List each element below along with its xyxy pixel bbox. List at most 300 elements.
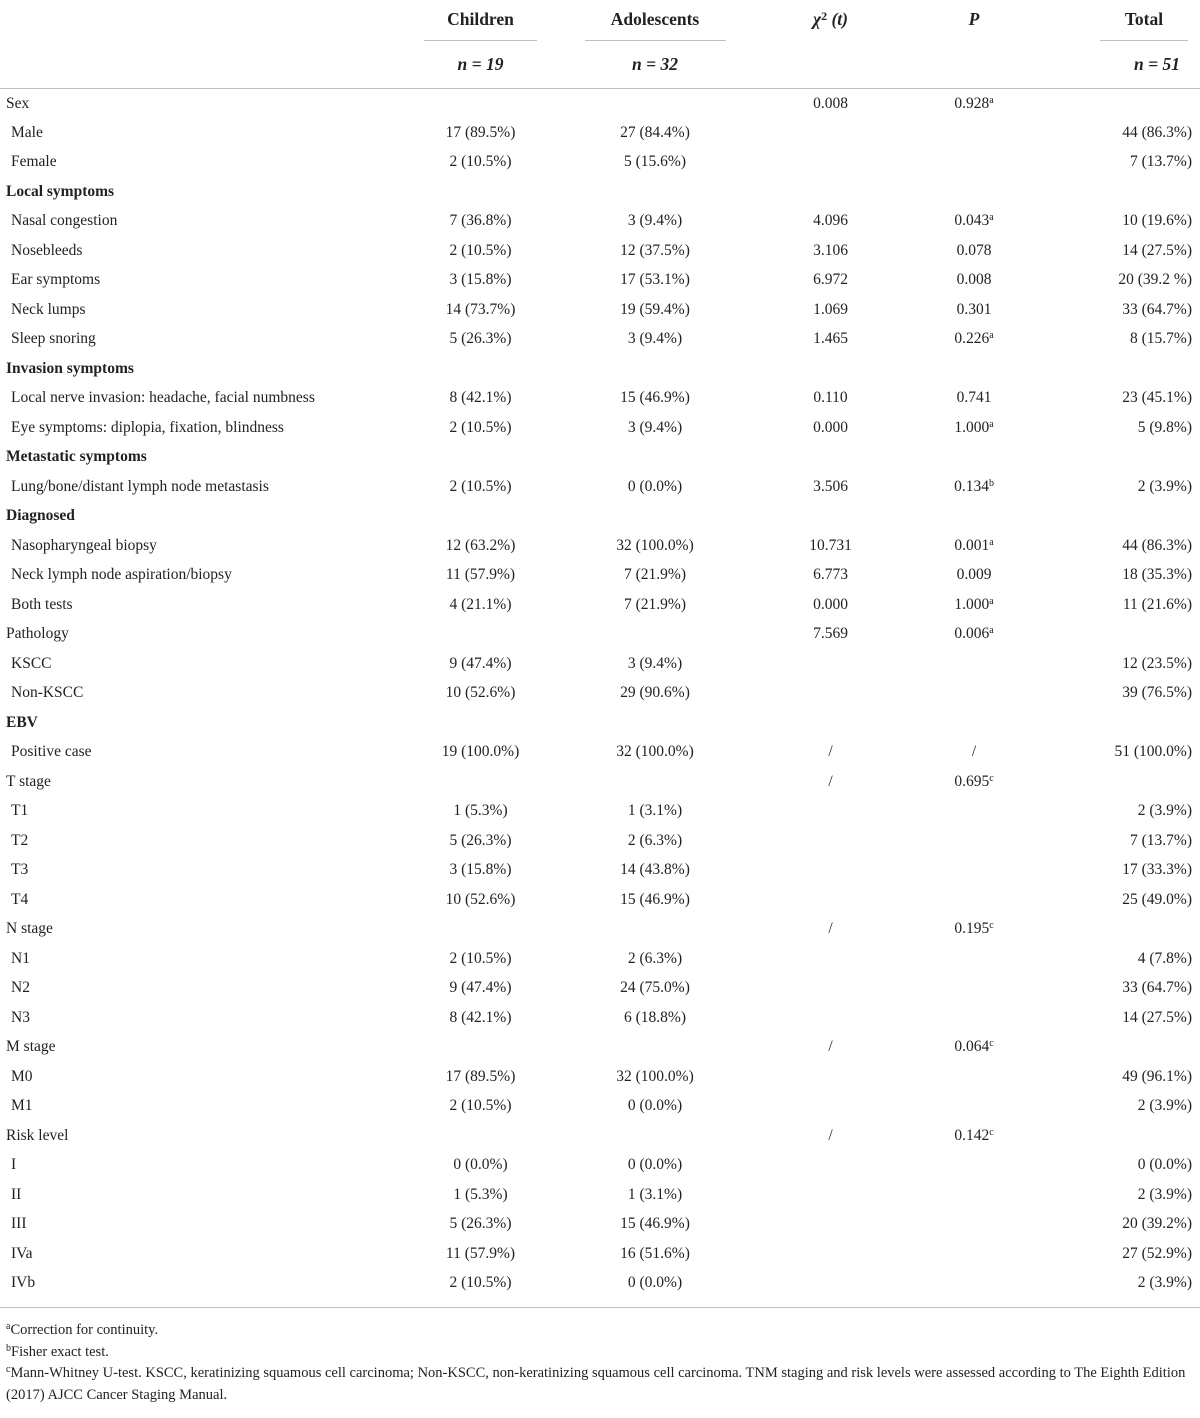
- cell-p-value: [912, 1151, 1036, 1181]
- table-row: [0, 1210, 1200, 1240]
- cell-total: 20 (39.2%): [1122, 1215, 1192, 1233]
- cell-children: 11 (57.9%): [445, 566, 516, 584]
- p-footnote-mark: a: [989, 330, 994, 342]
- cell-p-value: [912, 708, 1036, 738]
- cell-p-value: 0.134$^b$: [954, 477, 994, 495]
- cell-total: 20 (39.2 %): [1118, 271, 1192, 289]
- table-row: [0, 974, 1200, 1004]
- cell-adolescents: 15 (46.9%): [620, 389, 690, 407]
- cell-p-value: 0.928$^a$: [954, 94, 994, 112]
- cell-adolescents: 6 (18.8%): [624, 1008, 686, 1026]
- cell-children: 12 (63.2%): [445, 536, 516, 554]
- cell-p-value: /: [971, 743, 977, 761]
- cell-adolescents: 3 (9.4%): [627, 654, 683, 672]
- cell-chi-square: [749, 1003, 912, 1033]
- row-label: III: [11, 1215, 27, 1233]
- cell-p-value: [912, 1239, 1036, 1269]
- cell-adolescents: 14 (43.8%): [620, 861, 690, 879]
- row-label: Lung/bone/distant lymph node metastasis: [11, 477, 269, 495]
- cell-total: 2 (3.9%): [1137, 1274, 1192, 1292]
- table-row: [0, 590, 1200, 620]
- footnote: $^c$Mann-Whitney U-test. KSCC, keratinizing squamous cell carcinoma; Non-KSCC, non-keratinizing squamous cell carcinoma. TNM staging and risk levels were assessed according to The Eighth Edition (2017) AJCC Cancer Staging Manual.: [6, 1364, 1186, 1403]
- cell-chi-square: 3.106: [813, 241, 848, 259]
- cell-chi-square: [749, 148, 912, 178]
- row-label: T stage: [6, 772, 51, 790]
- cell-children: 9 (47.4%): [449, 979, 512, 997]
- row-label: T2: [11, 831, 29, 849]
- cell-total: 25 (49.0%): [1122, 890, 1192, 908]
- table-row: [0, 826, 1200, 856]
- cell-children: 5 (26.3%): [449, 831, 512, 849]
- cell-total: 2 (3.9%): [1137, 802, 1192, 820]
- cell-children: [400, 354, 561, 384]
- cell-adolescents: 3 (9.4%): [627, 330, 683, 348]
- cell-total: 7 (13.7%): [1130, 153, 1192, 171]
- cell-chi-square: [749, 502, 912, 532]
- cell-children: [400, 708, 561, 738]
- cell-chi-square: [749, 885, 912, 915]
- table-row: [0, 89, 1200, 119]
- cell-chi-square: /: [828, 772, 833, 790]
- table-row: [0, 1239, 1200, 1269]
- p-footnote-mark: c: [989, 1126, 994, 1138]
- cell-adolescents: 24 (75.0%): [620, 979, 690, 997]
- cell-children: [400, 177, 561, 207]
- cell-p-value: 0.301: [956, 300, 992, 318]
- cell-total: 33 (64.7%): [1122, 979, 1192, 997]
- row-label: Nosebleeds: [11, 241, 83, 259]
- cell-children: 3 (15.8%): [449, 861, 512, 879]
- cell-total: 27 (52.9%): [1122, 1244, 1192, 1262]
- cell-total: [1036, 502, 1200, 532]
- cell-p-value: [912, 1062, 1036, 1092]
- table-row: [0, 325, 1200, 355]
- table-row: [0, 561, 1200, 591]
- cell-children: [400, 443, 561, 473]
- cell-p-value: [912, 649, 1036, 679]
- cell-chi-square: 0.008: [813, 94, 848, 112]
- cell-chi-square: 1.465: [813, 330, 848, 348]
- cell-total: 39 (76.5%): [1122, 684, 1192, 702]
- table-row: [0, 1269, 1200, 1299]
- cell-chi-square: [749, 443, 912, 473]
- p-footnote-mark: a: [989, 94, 994, 106]
- cell-chi-square: [749, 826, 912, 856]
- row-label: I: [11, 1156, 17, 1174]
- cell-total: 2 (3.9%): [1137, 477, 1192, 495]
- cell-children: 2 (10.5%): [449, 153, 512, 171]
- cell-p-value: [912, 1210, 1036, 1240]
- p-footnote-mark: a: [989, 212, 994, 224]
- table-row: [0, 1003, 1200, 1033]
- cell-total: [1036, 177, 1200, 207]
- cell-children: 5 (26.3%): [449, 330, 512, 348]
- cell-children: 17 (89.5%): [445, 123, 516, 141]
- cell-total: [1036, 1033, 1200, 1063]
- row-label: T1: [11, 802, 29, 820]
- table-row: [0, 1121, 1200, 1151]
- cell-chi-square: [749, 1239, 912, 1269]
- cell-p-value: [912, 797, 1036, 827]
- table-row: [0, 177, 1200, 207]
- cell-children: 3 (15.8%): [449, 271, 512, 289]
- table-row: [0, 767, 1200, 797]
- cell-adolescents: 1 (3.1%): [627, 802, 683, 820]
- cell-total: 23 (45.1%): [1122, 389, 1192, 407]
- n-adolescents: n = 32: [632, 54, 678, 74]
- row-label: Local nerve invasion: headache, facial numbness: [11, 389, 315, 407]
- cell-total: 14 (27.5%): [1122, 241, 1192, 259]
- cell-total: [1036, 767, 1200, 797]
- row-label: Pathology: [6, 625, 69, 643]
- cell-p-value: 0.741: [956, 389, 992, 407]
- cell-total: 5 (9.8%): [1137, 418, 1192, 436]
- cell-total: 44 (86.3%): [1122, 536, 1192, 554]
- table-row: [0, 531, 1200, 561]
- row-label: M stage: [6, 1038, 56, 1056]
- table-row: [0, 708, 1200, 738]
- cell-p-value: [912, 856, 1036, 886]
- cell-adolescents: 12 (37.5%): [620, 241, 690, 259]
- cell-children: [400, 620, 561, 650]
- n-total: n = 51: [1134, 54, 1180, 74]
- cell-chi-square: 6.773: [813, 566, 848, 584]
- table-row: [0, 738, 1200, 768]
- row-label: Both tests: [11, 595, 73, 613]
- cell-children: 2 (10.5%): [449, 418, 512, 436]
- cell-chi-square: /: [828, 1038, 833, 1056]
- cell-children: 1 (5.3%): [453, 1185, 508, 1203]
- table-row: [0, 649, 1200, 679]
- table-row: [0, 1092, 1200, 1122]
- row-label: M0: [11, 1067, 33, 1085]
- cell-chi-square: [749, 177, 912, 207]
- table-row: [0, 1033, 1200, 1063]
- cell-children: [400, 1033, 561, 1063]
- cell-adolescents: 5 (15.6%): [624, 153, 686, 171]
- cell-children: 0 (0.0%): [453, 1156, 508, 1174]
- cell-total: 2 (3.9%): [1137, 1097, 1192, 1115]
- table-row: [0, 885, 1200, 915]
- cell-children: 7 (36.8%): [449, 212, 512, 230]
- table-row: [0, 620, 1200, 650]
- row-label: Neck lumps: [11, 300, 86, 318]
- cell-children: 10 (52.6%): [445, 684, 516, 702]
- p-footnote-mark: a: [989, 595, 994, 607]
- cell-p-value: [912, 1180, 1036, 1210]
- cell-chi-square: 10.731: [809, 536, 852, 554]
- cell-chi-square: [749, 1092, 912, 1122]
- cell-total: 51 (100.0%): [1114, 743, 1192, 761]
- cell-chi-square: 6.972: [813, 271, 848, 289]
- cell-p-value: [912, 974, 1036, 1004]
- footnote: $^b$Fisher exact test.: [6, 1342, 109, 1360]
- row-label: IVb: [11, 1274, 36, 1292]
- table-row: [0, 502, 1200, 532]
- cell-adolescents: 16 (51.6%): [620, 1244, 690, 1262]
- cell-children: 8 (42.1%): [449, 389, 512, 407]
- cell-p-value: 0.142$^c$: [954, 1126, 994, 1144]
- table-row: [0, 236, 1200, 266]
- cell-adolescents: 29 (90.6%): [620, 684, 690, 702]
- cell-chi-square: 7.569: [813, 625, 848, 643]
- cell-p-value: [912, 1092, 1036, 1122]
- cell-adolescents: 15 (46.9%): [620, 890, 690, 908]
- cell-children: 1 (5.3%): [453, 802, 508, 820]
- cell-adolescents: 32 (100.0%): [616, 536, 694, 554]
- cell-chi-square: [749, 118, 912, 148]
- cell-total: 14 (27.5%): [1122, 1008, 1192, 1026]
- cell-p-value: 0.695$^c$: [954, 772, 994, 790]
- row-label: Ear symptoms: [11, 271, 101, 289]
- header-adolescents: Adolescents: [561, 0, 749, 41]
- cell-children: 17 (89.5%): [445, 1067, 516, 1085]
- header-total: Total: [1036, 0, 1200, 41]
- cell-children: [400, 89, 561, 119]
- cell-adolescents: [561, 443, 749, 473]
- cell-p-value: [912, 1269, 1036, 1299]
- cell-total: [1036, 620, 1200, 650]
- cell-children: 11 (57.9%): [445, 1244, 516, 1262]
- cell-adolescents: 15 (46.9%): [620, 1215, 690, 1233]
- cell-children: 4 (21.1%): [449, 595, 512, 613]
- table-row: [0, 207, 1200, 237]
- cell-adolescents: [561, 89, 749, 119]
- cell-chi-square: 1.069: [813, 300, 848, 318]
- cell-adolescents: [561, 767, 749, 797]
- cell-p-value: 1.000$^a$: [954, 595, 994, 613]
- row-label: Metastatic symptoms: [6, 448, 147, 466]
- cell-adolescents: 0 (0.0%): [627, 1156, 683, 1174]
- table-row: [0, 1062, 1200, 1092]
- cell-children: [400, 502, 561, 532]
- cell-p-value: [912, 118, 1036, 148]
- cell-children: 2 (10.5%): [449, 241, 512, 259]
- cell-total: [1036, 89, 1200, 119]
- cell-chi-square: /: [828, 920, 833, 938]
- row-label: M1: [11, 1097, 33, 1115]
- cell-chi-square: [749, 1151, 912, 1181]
- table-row: [0, 443, 1200, 473]
- cell-adolescents: 2 (6.3%): [627, 831, 683, 849]
- table-row: [0, 384, 1200, 414]
- cell-adolescents: [561, 354, 749, 384]
- cell-total: 2 (3.9%): [1137, 1185, 1192, 1203]
- cell-total: 4 (7.8%): [1137, 949, 1192, 967]
- cell-p-value: [912, 177, 1036, 207]
- cell-children: 5 (26.3%): [449, 1215, 512, 1233]
- table-row: [0, 118, 1200, 148]
- cell-chi-square: [749, 1210, 912, 1240]
- cell-total: 8 (15.7%): [1130, 330, 1192, 348]
- cell-chi-square: [749, 856, 912, 886]
- cell-chi-square: 4.096: [813, 212, 848, 230]
- row-label: Male: [11, 123, 43, 141]
- cell-chi-square: 0.000: [813, 418, 848, 436]
- cell-total: 49 (96.1%): [1122, 1067, 1192, 1085]
- cell-children: [400, 767, 561, 797]
- cell-p-value: 1.000$^a$: [954, 418, 994, 436]
- cell-p-value: 0.064$^c$: [954, 1038, 994, 1056]
- row-label: Invasion symptoms: [6, 359, 134, 377]
- cell-p-value: [912, 148, 1036, 178]
- table-row: [0, 856, 1200, 886]
- cell-adolescents: 1 (3.1%): [627, 1185, 683, 1203]
- row-label: Positive case: [11, 743, 92, 761]
- p-footnote-mark: a: [989, 418, 994, 430]
- table-row: [0, 797, 1200, 827]
- cell-adolescents: [561, 1121, 749, 1151]
- p-footnote-mark: c: [989, 920, 994, 932]
- header-chi-square: $\chi^2$ (t): [812, 9, 849, 29]
- p-footnote-mark: b: [988, 477, 994, 489]
- row-label: EBV: [6, 713, 38, 731]
- cell-adolescents: [561, 915, 749, 945]
- cell-total: 7 (13.7%): [1130, 831, 1192, 849]
- cell-children: 9 (47.4%): [449, 654, 512, 672]
- cell-adolescents: [561, 1033, 749, 1063]
- cell-adolescents: 0 (0.0%): [627, 477, 683, 495]
- cell-total: 17 (33.3%): [1122, 861, 1192, 879]
- cell-total: 44 (86.3%): [1122, 123, 1192, 141]
- cell-chi-square: [749, 974, 912, 1004]
- cell-p-value: 0.001$^a$: [954, 536, 994, 554]
- cell-chi-square: [749, 1062, 912, 1092]
- cell-total: [1036, 708, 1200, 738]
- cell-p-value: 0.195$^c$: [954, 920, 994, 938]
- cell-children: 8 (42.1%): [449, 1008, 512, 1026]
- table-row: [0, 1151, 1200, 1181]
- row-label: IVa: [11, 1244, 33, 1262]
- row-label: II: [11, 1185, 22, 1203]
- row-label: N stage: [6, 920, 53, 938]
- cell-adolescents: 7 (21.9%): [624, 595, 686, 613]
- table-row: [0, 915, 1200, 945]
- cell-p-value: 0.009: [956, 566, 992, 584]
- cell-adolescents: 32 (100.0%): [616, 743, 694, 761]
- cell-children: 2 (10.5%): [449, 477, 512, 495]
- cell-chi-square: 3.506: [813, 477, 848, 495]
- row-label: Local symptoms: [6, 182, 115, 200]
- cell-p-value: 0.226$^a$: [954, 330, 994, 348]
- row-label: N2: [11, 979, 30, 997]
- header-p: P: [968, 9, 980, 29]
- cell-adolescents: [561, 502, 749, 532]
- cell-p-value: 0.006$^a$: [954, 625, 994, 643]
- cell-children: [400, 915, 561, 945]
- cell-p-value: [912, 502, 1036, 532]
- cell-children: 14 (73.7%): [445, 300, 516, 318]
- cell-p-value: [912, 826, 1036, 856]
- cell-adolescents: 2 (6.3%): [627, 949, 683, 967]
- cell-total: [1036, 443, 1200, 473]
- cell-chi-square: [749, 1269, 912, 1299]
- cell-total: 18 (35.3%): [1122, 566, 1192, 584]
- cell-adolescents: 27 (84.4%): [620, 123, 690, 141]
- table-row: [0, 295, 1200, 325]
- cell-total: [1036, 915, 1200, 945]
- p-footnote-mark: a: [989, 625, 994, 637]
- row-label: Sex: [6, 94, 30, 112]
- cell-total: 0 (0.0%): [1137, 1156, 1192, 1174]
- header-children: Children: [400, 0, 561, 41]
- row-label: Diagnosed: [6, 507, 75, 525]
- cell-adolescents: 19 (59.4%): [620, 300, 690, 318]
- cell-chi-square: /: [828, 743, 833, 761]
- cell-chi-square: [749, 1180, 912, 1210]
- cell-children: [400, 1121, 561, 1151]
- cell-chi-square: [749, 354, 912, 384]
- cell-chi-square: [749, 679, 912, 709]
- row-label: Non-KSCC: [11, 684, 84, 702]
- row-label: T3: [11, 861, 29, 879]
- cell-adolescents: 17 (53.1%): [620, 271, 690, 289]
- cell-p-value: [912, 1003, 1036, 1033]
- cell-p-value: 0.008: [956, 271, 992, 289]
- cell-chi-square: [749, 797, 912, 827]
- row-label: Eye symptoms: diplopia, fixation, blindness: [11, 418, 284, 436]
- cell-adolescents: [561, 620, 749, 650]
- cell-p-value: [912, 944, 1036, 974]
- row-label: KSCC: [11, 654, 52, 672]
- table-header: [0, 0, 1200, 89]
- cell-chi-square: 0.000: [813, 595, 848, 613]
- cell-chi-square: [749, 944, 912, 974]
- table-row: [0, 472, 1200, 502]
- row-label: Female: [11, 153, 57, 171]
- table-row: [0, 944, 1200, 974]
- cell-adolescents: 0 (0.0%): [627, 1274, 683, 1292]
- cell-adolescents: 3 (9.4%): [627, 212, 683, 230]
- footnotes: [0, 1308, 1200, 1406]
- cell-chi-square: /: [828, 1126, 833, 1144]
- cell-total: [1036, 354, 1200, 384]
- cell-total: 33 (64.7%): [1122, 300, 1192, 318]
- row-label: T4: [11, 890, 29, 908]
- row-label: N1: [11, 949, 30, 967]
- p-footnote-mark: a: [989, 536, 994, 548]
- p-footnote-mark: c: [989, 1038, 994, 1050]
- row-label: N3: [11, 1008, 30, 1026]
- table-row: [0, 1180, 1200, 1210]
- cell-p-value: [912, 679, 1036, 709]
- cell-chi-square: [749, 649, 912, 679]
- cell-p-value: [912, 885, 1036, 915]
- row-label: Nasal congestion: [11, 212, 118, 230]
- cell-adolescents: 32 (100.0%): [616, 1067, 694, 1085]
- table-body: [0, 89, 1200, 1299]
- table-row: [0, 354, 1200, 384]
- table-row: [0, 679, 1200, 709]
- table-row: [0, 413, 1200, 443]
- cell-children: 10 (52.6%): [445, 890, 516, 908]
- cell-adolescents: [561, 177, 749, 207]
- cell-adolescents: 7 (21.9%): [624, 566, 686, 584]
- cell-p-value: 0.078: [956, 241, 992, 259]
- cell-adolescents: 0 (0.0%): [627, 1097, 683, 1115]
- cell-children: 2 (10.5%): [449, 1097, 512, 1115]
- n-children: n = 19: [457, 54, 504, 74]
- cell-adolescents: 3 (9.4%): [627, 418, 683, 436]
- cell-total: 11 (21.6%): [1122, 595, 1192, 613]
- table-row: [0, 148, 1200, 178]
- footnote: $^a$Correction for continuity.: [6, 1321, 159, 1338]
- cell-chi-square: [749, 708, 912, 738]
- cell-adolescents: [561, 708, 749, 738]
- cell-children: 2 (10.5%): [449, 1274, 512, 1292]
- cell-children: 2 (10.5%): [449, 949, 512, 967]
- cell-total: [1036, 1121, 1200, 1151]
